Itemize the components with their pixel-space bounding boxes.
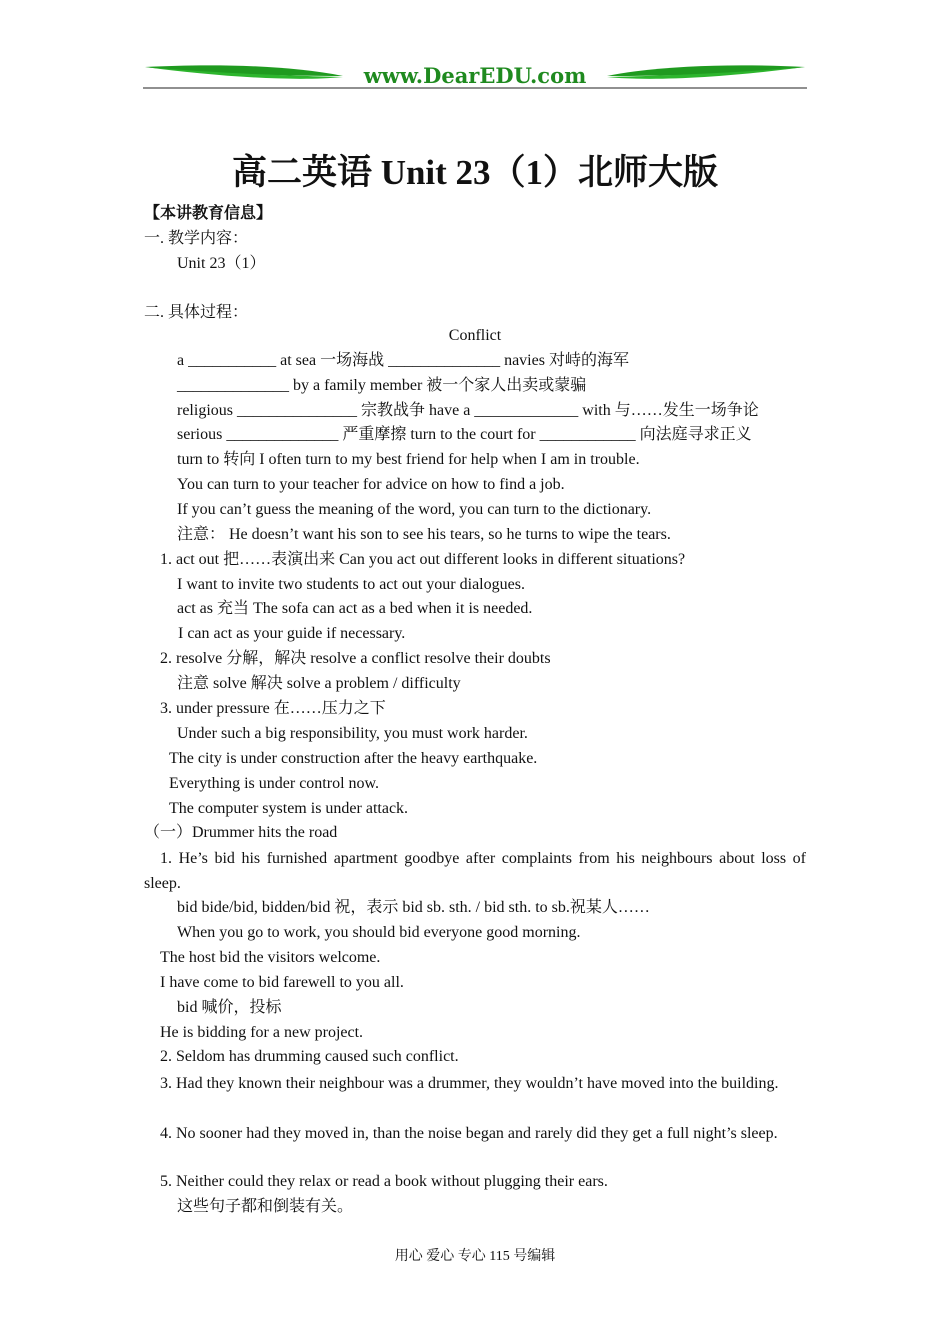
phrase-line: 注意 solve 解决 solve a problem / difficulty	[177, 675, 461, 692]
conflict-line: a ___________ at sea 一场海战 ______________ navies 对峙的海军	[177, 352, 629, 369]
phrase-line: 2. resolve 分解，解决 resolve a conflict resolve their doubts	[160, 650, 551, 667]
conflict-line: religious _______________ 宗教战争 have a _____________ with 与……发生一场争论	[177, 402, 759, 419]
phrase-line: Under such a big responsibility, you must work harder.	[177, 725, 528, 742]
phrase-line: 1. act out 把……表演出来 Can you act out different looks in different situations?	[160, 551, 686, 568]
site-logo-text: www.DearEDU.com	[363, 63, 587, 88]
bid-line: The host bid the visitors welcome.	[160, 949, 381, 966]
phrase-line: 3. under pressure 在……压力之下	[160, 700, 386, 717]
drummer-item-1: 1. He’s bid his furnished apartment goodbye after complaints from his neighbours about loss of sleep.	[144, 850, 806, 892]
page-footer: 用心 爱心 专心 115 号编辑	[394, 1249, 556, 1264]
bid-line: I have come to bid farewell to you all.	[160, 974, 404, 991]
bid-line: bid 喊价，投标	[177, 999, 282, 1016]
phrase-line: I want to invite two students to act out your dialogues.	[177, 576, 525, 593]
drummer-item-3: 3. Had they known their neighbour was a drummer, they wouldn’t have moved into the building.	[160, 1075, 779, 1092]
conflict-line: You can turn to your teacher for advice on how to find a job.	[177, 476, 565, 493]
inversion-note: 这些句子都和倒装有关。	[177, 1198, 354, 1215]
phrase-line: act as 充当 The sofa can act as a bed when it is needed.	[177, 600, 533, 617]
conflict-line: ______________ by a family member 被一个家人出卖或蒙骗	[177, 377, 587, 394]
conflict-line: If you can’t guess the meaning of the word, you can turn to the dictionary.	[177, 501, 652, 518]
conflict-line: serious ______________ 严重摩擦 turn to the court for ____________ 向法庭寻求正义	[177, 426, 752, 443]
site-header-banner	[143, 62, 807, 92]
conflict-line: 注意： He doesn’t want his son to see his tears, so he turns to wipe the tears.	[177, 526, 671, 543]
phrase-line: The city is under construction after the heavy earthquake.	[169, 750, 538, 767]
part1-content: Unit 23（1）	[177, 255, 266, 272]
conflict-line: turn to 转向 I often turn to my best friend for help when I am in trouble.	[177, 451, 640, 468]
section-label: 【本讲教育信息】	[144, 205, 273, 222]
phrase-line: I can act as your guide if necessary.	[178, 625, 406, 642]
conflict-heading: Conflict	[448, 327, 502, 344]
drummer-item-2: 2. Seldom has drumming caused such conflict.	[160, 1048, 459, 1065]
page-title: 高二英语 Unit 23（1）北师大版	[231, 153, 719, 192]
drummer-item-4: 4. No sooner had they moved in, than the noise began and rarely did they get a full night’s sleep.	[160, 1125, 778, 1142]
part1-heading: 一. 教学内容：	[144, 230, 249, 247]
part2-heading: 二. 具体过程：	[144, 304, 249, 321]
drummer-item-5: 5. Neither could they relax or read a book without plugging their ears.	[160, 1173, 608, 1190]
phrase-line: The computer system is under attack.	[169, 800, 409, 817]
bid-line: When you go to work, you should bid everyone good morning.	[177, 924, 581, 941]
bid-line: bid bide/bid, bidden/bid 祝，表示 bid sb. sth. / bid sth. to sb.祝某人……	[177, 899, 650, 916]
drummer-heading: （一）Drummer hits the road	[144, 824, 338, 841]
phrase-line: Everything is under control now.	[169, 775, 380, 792]
bid-line: He is bidding for a new project.	[160, 1024, 364, 1041]
